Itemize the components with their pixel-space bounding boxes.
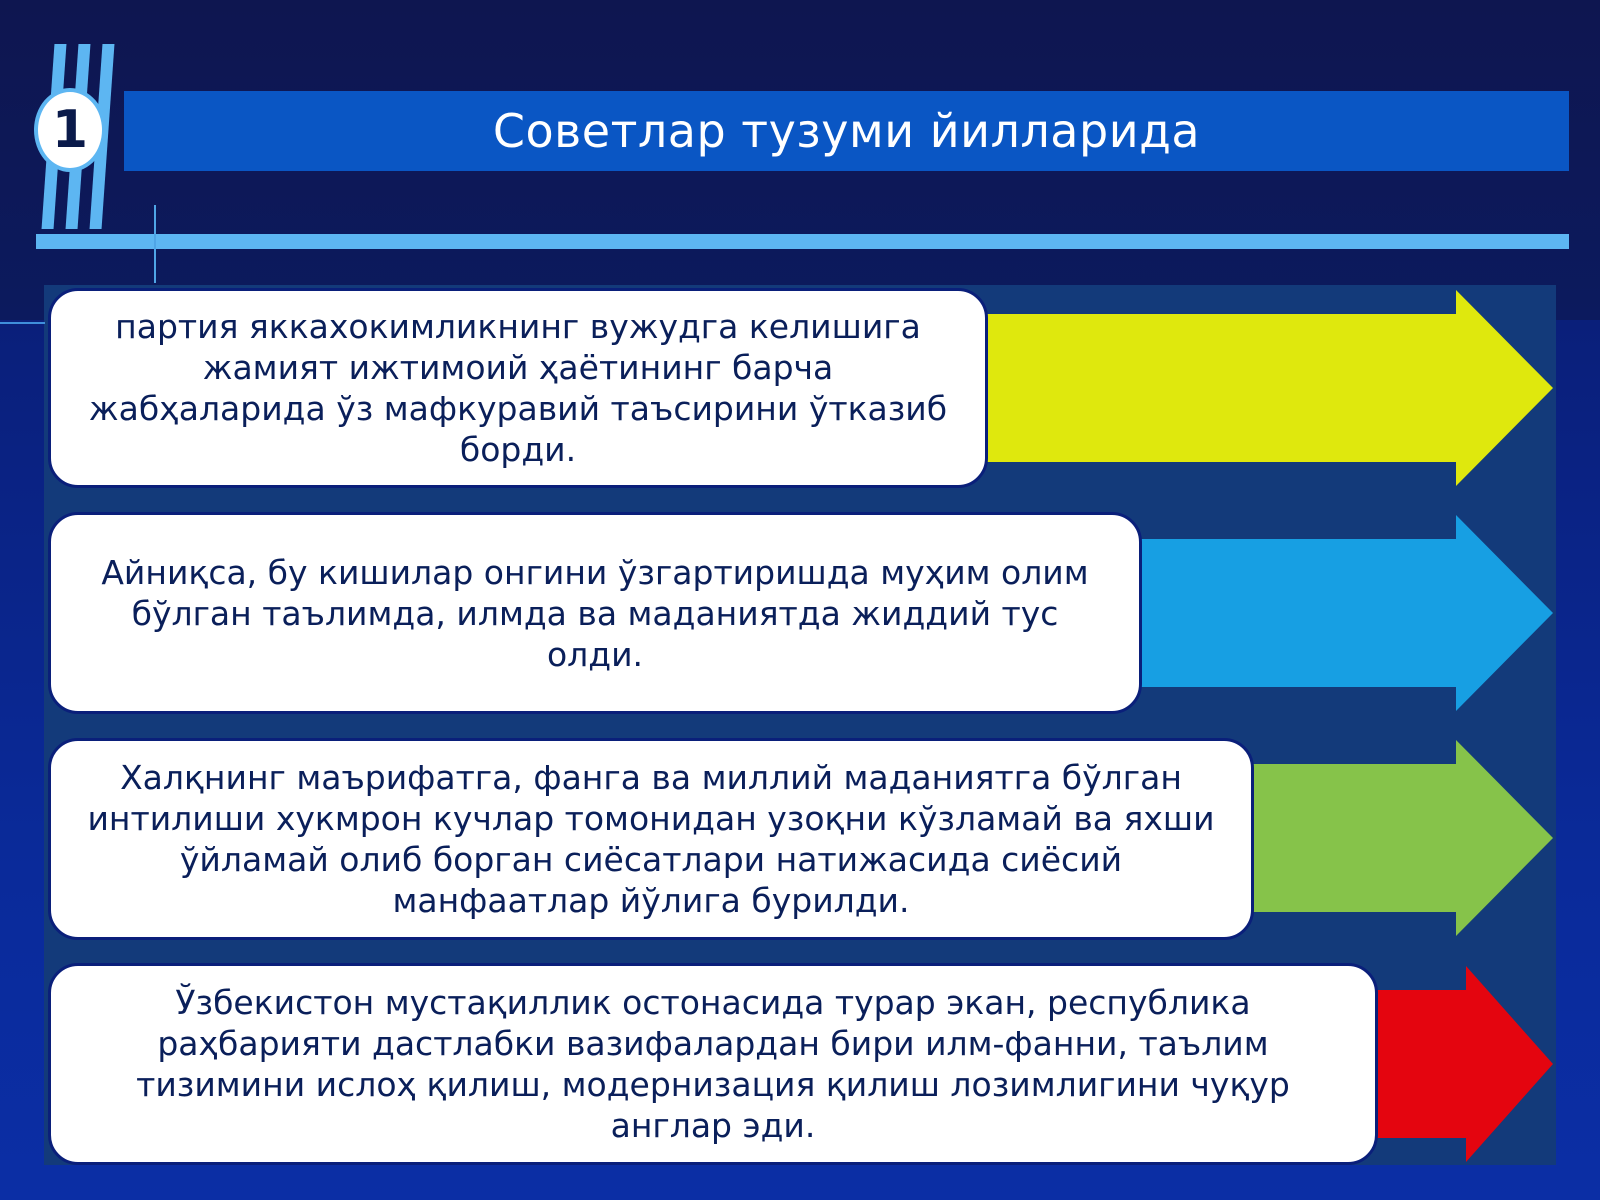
arrow-right-icon: [1210, 740, 1556, 936]
slide-title: Советлар тузуми йилларида: [492, 104, 1201, 158]
arrow-shape: [950, 290, 1553, 486]
slide-number-badge: 1: [34, 88, 106, 172]
statement-card-4: [48, 963, 1378, 1165]
title-bar: [124, 91, 1569, 171]
arrow-right-icon: [950, 290, 1556, 486]
statement-text: Халқнинг маърифатга, фанга ва миллий маданиятга бўлган интилиши хукмрон кучлар томонидан узоқни кўзламай ва яхши ўйламай олиб борган сиёсатлари натижасида сиёсий манфаатлар йўлига бурилди.: [87, 758, 1215, 920]
statement-card-1: [48, 288, 988, 488]
arrow-right-icon: [1100, 515, 1556, 711]
statement-text: Ўзбекистон мустақиллик остонасида турар экан, республика раҳбарияти дастлабки вазифалардан бири илм-фанни, таълим тизимини ислоҳ қилиш, модернизация қилиш лозимлигини чуқур англар эди.: [136, 983, 1290, 1145]
statement-card-3: [48, 738, 1254, 940]
statement-card-2: [48, 512, 1142, 714]
arrow-shape: [1100, 515, 1553, 711]
decorative-divider: [36, 234, 1569, 249]
decorative-thin-line: [0, 322, 45, 324]
arrow-shape: [1210, 740, 1553, 936]
decorative-vertical-line: [154, 205, 156, 283]
statement-text: партия яккахокимликнинг вужудга келишига жамият ижтимоий ҳаётининг барча жабҳаларида ўз мафкуравий таъсирини ўтказиб борди.: [88, 307, 948, 469]
statement-text: Айниқса, бу кишилар онгини ўзгартиришда муҳим олим бўлган таълимда, илмда ва маданиятда жиддий тус олди.: [101, 552, 1089, 674]
